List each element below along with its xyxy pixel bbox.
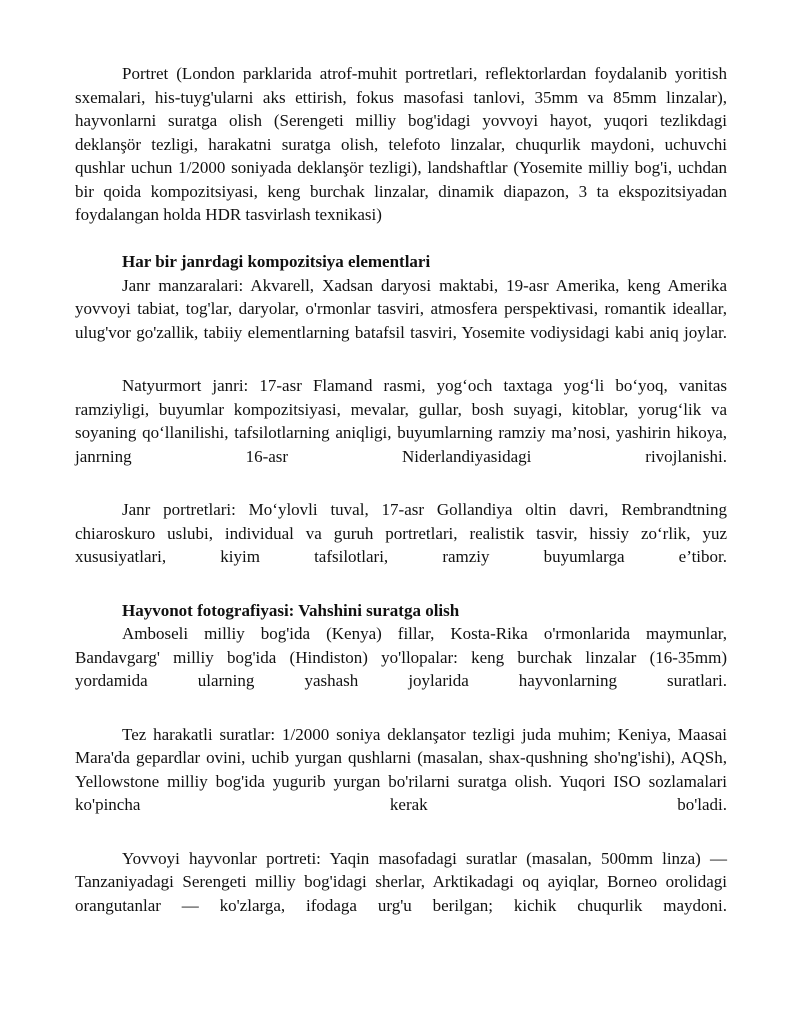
paragraph-wildlife-habitats: Amboseli milliy bog'ida (Kenya) fillar, Kosta-Rika o'rmonlarida maymunlar, Bandavgarg' milliy bog'ida (Hindiston) yo'llopalar: keng burchak linzalar (16-35mm) yordamida ularning yashash joylarida hayvonlarning suratlari.: [75, 624, 727, 690]
paragraph-landscape-genre: Janr manzaralari: Akvarell, Xadsan daryosi maktabi, 19-asr Amerika, keng Amerika yovvoyi tabiat, tog'lar, daryolar, o'rmonlar tasviri, atmosfera perspektivasi, romantik ideallar, ulug'vor go'zallik, tabiiy elementlarning batafsil tasviri, Yosemite vodiysidagi kabi aniq joylar.: [75, 275, 727, 342]
spacer: [75, 693, 727, 723]
paragraph-fast-action: Tez harakatli suratlar: 1/2000 soniya deklanşator tezligi juda muhim; Keniya, Maasai Mara'da gepardlar ovini, uchib yurgan qushlarni (masalan, shax-qushning sho'ng'ishi), AQSh, Yellowstone milliy bog'ida yugurib yurgan bo'rilarni suratga olish. Yuqori ISO sozlamalari ko'pincha kerak bo'ladi.: [75, 724, 727, 814]
intro-paragraph: Portret (London parklarida atrof-muhit portretlari, reflektorlardan foydalanib yoritish sxemalari, his-tuyg'ularni aks ettirish, fokus masofasi tanlovi, 35mm va 85mm linzalar), hayvonlarni suratga olish (Serengeti milliy bog'idagi yovvoyi hayot, yuqori tezlikdagi deklanşör tezligi, harakatni suratga olish, telefoto linzalar, chuqurlik maydoni, uchuvchi qushlar uchun 1/2000 soniyada deklanşör tezligi), landshaftlar (Yosemite milliy bog'i, uchdan bir qoida kompozitsiyasi, keng burchak linzalar, dinamik diapazon, 3 ta ekspozitsiyadan foydalangan holda HDR tasvirlash texnikasi): [75, 64, 727, 224]
spacer: [75, 817, 727, 847]
spacer: [75, 344, 727, 374]
spacer: [75, 569, 727, 599]
spacer: [75, 227, 727, 251]
section-heading-wildlife: Hayvonot fotografiyasi: Vahshini suratga olish: [122, 600, 460, 620]
document-page: [75, 62, 727, 917]
paragraph-still-life-genre: Natyurmort janri: 17-asr Flamand rasmi, yog‘och taxtaga yog‘li bo‘yoq, vanitas ramziyligi, buyumlar kompozitsiyasi, mevalar, gullar, bosh suyagi, kitoblar, yorug‘lik va soyaning qo‘llanilishi, tafsilotlarning aniqligi, buyumlarning ramziy ma’nosi, yashirin hikoya, janrning 16-asr Niderlandiyasidagi rivojlanishi.: [75, 376, 727, 466]
paragraph-portrait-genre: Janr portretlari: Mo‘ylovli tuval, 17-asr Gollandiya oltin davri, Rembrandtning chiaroskuro uslubi, individual va guruh portretlari, realistik tasvir, hissiy zo‘rlik, yuz xususiyatlari, kiyim tafsilotlari, ramziy buyumlarga e’tibor.: [75, 500, 727, 566]
spacer: [75, 468, 727, 498]
section-heading-composition: Har bir janrdagi kompozitsiya elementlari: [122, 252, 431, 271]
paragraph-wildlife-portrait: Yovvoyi hayvonlar portreti: Yaqin masofadagi suratlar (masalan, 500mm linza) — Tanzaniyadagi Serengeti milliy bog'idagi sherlar, Arktikadagi oq ayiqlar, Borneo orolidagi orangutanlar — ko'zlarga, ifodaga urg'u berilgan; kichik chuqurlik maydoni.: [75, 848, 727, 915]
